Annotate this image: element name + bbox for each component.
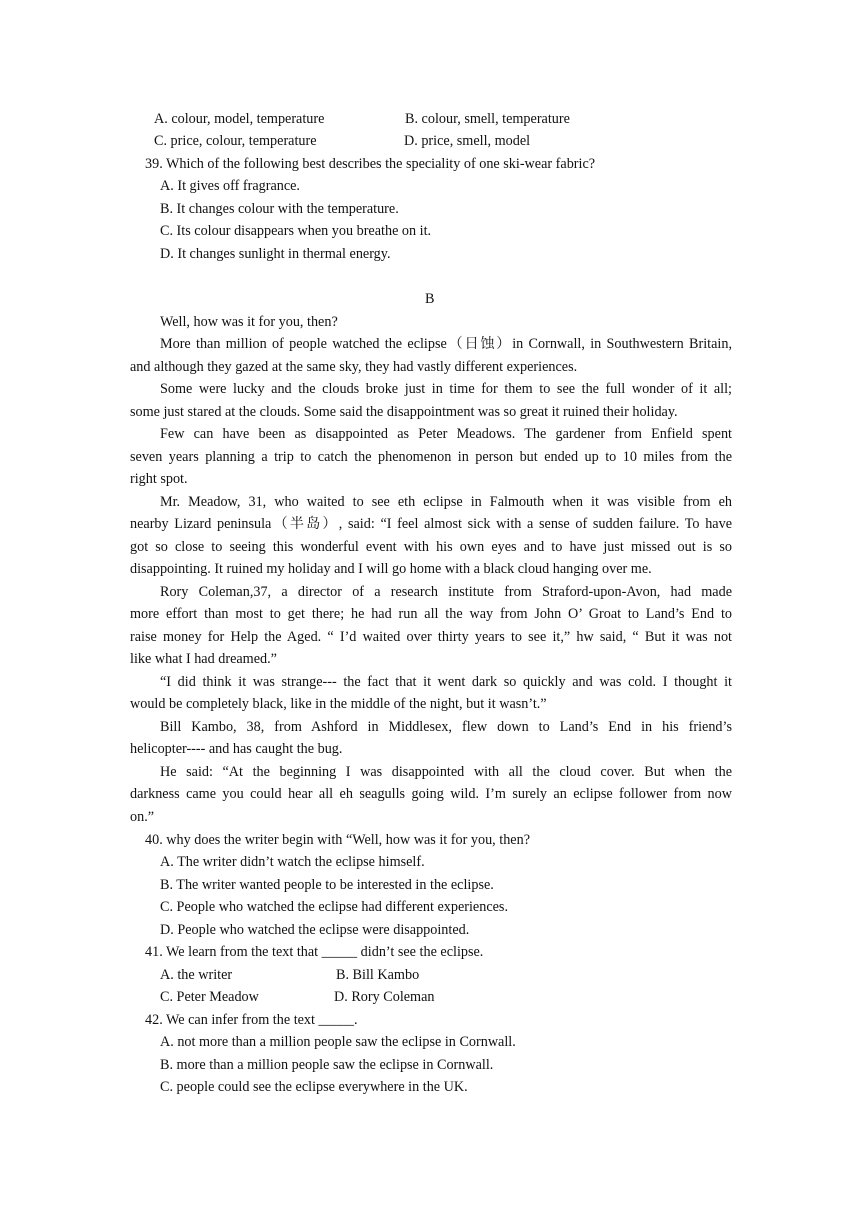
- passage-line: on.”: [130, 809, 155, 825]
- passage-line: seven years planning a trip to catch the phenomenon in person but ended up to 10 miles from the: [130, 449, 732, 465]
- q41-stem: 41. We learn from the text that _____ didn’t see the eclipse.: [145, 944, 484, 960]
- q41-option-a: A. the writer: [160, 967, 233, 983]
- q38-option-a: A. colour, model, temperature: [154, 111, 325, 127]
- passage-line: Bill Kambo, 38, from Ashford in Middlesex, flew down to Land’s End in his friend’s: [160, 719, 732, 735]
- passage-line: More than million of people watched the eclipse（日蚀）in Cornwall, in Southwestern Britain,: [160, 336, 732, 352]
- passage-line: darkness came you could hear all eh seagulls going wild. I’m surely an eclipse follower from now: [130, 786, 732, 802]
- q41-option-b: B. Bill Kambo: [336, 967, 420, 983]
- passage-line: like what I had dreamed.”: [130, 651, 277, 667]
- q39-option-b: B. It changes colour with the temperature.: [160, 201, 399, 217]
- section-heading: B: [425, 291, 435, 307]
- passage-line: Few can have been as disappointed as Peter Meadows. The gardener from Enfield spent: [160, 426, 732, 442]
- q41-option-c: C. Peter Meadow: [160, 989, 259, 1005]
- q40-option-b: B. The writer wanted people to be interested in the eclipse.: [160, 877, 494, 893]
- q39-option-d: D. It changes sunlight in thermal energy.: [160, 246, 391, 262]
- q39-stem: 39. Which of the following best describes the speciality of one ski-wear fabric?: [145, 156, 596, 172]
- passage-line: Some were lucky and the clouds broke just in time for them to see the full wonder of it all;: [160, 381, 732, 397]
- q40-stem: 40. why does the writer begin with “Well, how was it for you, then?: [145, 832, 530, 848]
- passage-line: disappointing. It ruined my holiday and I will go home with a black cloud hanging over me.: [130, 561, 652, 577]
- passage-line: and although they gazed at the same sky, they had vastly different experiences.: [130, 359, 578, 375]
- passage-line: Rory Coleman,37, a director of a research institute from Straford-upon-Avon, had made: [160, 584, 732, 600]
- q40-option-d: D. People who watched the eclipse were disappointed.: [160, 922, 470, 938]
- q38-option-b: B. colour, smell, temperature: [405, 111, 570, 127]
- passage-line: helicopter---- and has caught the bug.: [130, 741, 343, 757]
- passage-line: some just stared at the clouds. Some said the disappointment was so great it ruined their holiday.: [130, 404, 678, 420]
- passage-line: got so close to seeing this wonderful event with his own eyes and to have just missed out is so: [130, 539, 732, 555]
- passage-line: Well, how was it for you, then?: [160, 314, 338, 330]
- q40-option-a: A. The writer didn’t watch the eclipse himself.: [160, 854, 425, 870]
- q39-option-a: A. It gives off fragrance.: [160, 178, 300, 194]
- q39-option-c: C. Its colour disappears when you breathe on it.: [160, 223, 432, 239]
- passage-line: nearby Lizard peninsula（半岛）, said: “I feel almost sick with a sense of sudden failure. To have: [130, 516, 732, 532]
- q42-option-a: A. not more than a million people saw the eclipse in Cornwall.: [160, 1034, 516, 1050]
- passage-line: right spot.: [130, 471, 188, 487]
- q41-option-d: D. Rory Coleman: [334, 989, 435, 1005]
- passage-line: raise money for Help the Aged. “ I’d waited over thirty years to see it,” hw said, “ But it was not: [130, 629, 732, 645]
- passage-line: He said: “At the beginning I was disappointed with all the cloud cover. But when the: [160, 764, 732, 780]
- q40-option-c: C. People who watched the eclipse had different experiences.: [160, 899, 508, 915]
- passage-line: more effort than most to get there; he had run all the way from John O’ Groat to Land’s End to: [130, 606, 732, 622]
- q38-option-c: C. price, colour, temperature: [154, 133, 317, 149]
- passage-line: would be completely black, like in the middle of the night, but it wasn’t.”: [130, 696, 547, 712]
- passage-line: “I did think it was strange--- the fact that it went dark so quickly and was cold. I thought it: [160, 674, 732, 690]
- q38-option-d: D. price, smell, model: [404, 133, 531, 149]
- passage-line: Mr. Meadow, 31, who waited to see eth eclipse in Falmouth when it was visible from eh: [160, 494, 732, 510]
- q42-option-c: C. people could see the eclipse everywhere in the UK.: [160, 1079, 468, 1095]
- q42-option-b: B. more than a million people saw the eclipse in Cornwall.: [160, 1057, 494, 1073]
- q42-stem: 42. We can infer from the text _____.: [145, 1012, 358, 1028]
